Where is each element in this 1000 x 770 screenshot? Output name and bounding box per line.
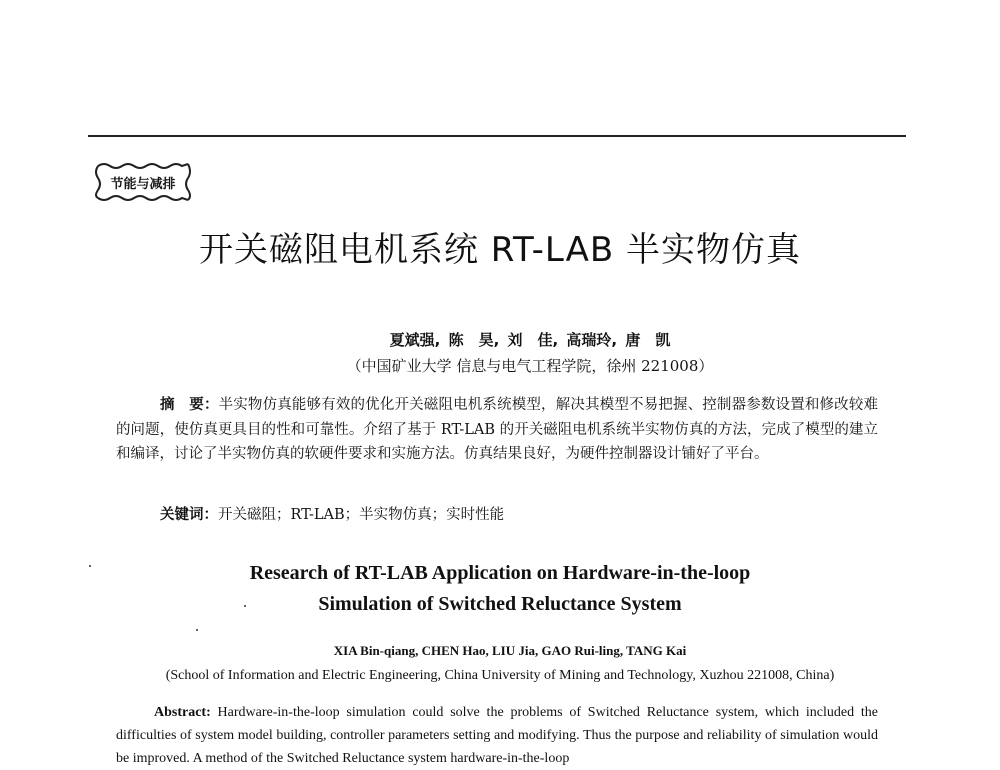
scan-speck xyxy=(89,565,91,567)
affiliation-en: (School of Information and Electric Engineering, China University of Mining and Technology, Xuzhou 221008, China) xyxy=(165,668,835,683)
header-rule xyxy=(88,135,906,137)
scan-speck xyxy=(244,605,246,607)
keywords-cn-text: 开关磁阻；RT-LAB；半实物仿真；实时性能 xyxy=(218,507,505,523)
paper-title-en-line1: Research of RT-LAB Application on Hardware-in-the-loop xyxy=(249,562,751,584)
authors-cn: 夏斌强, 陈 昊, 刘 佳, 高瑞玲, 唐 凯 xyxy=(389,331,671,349)
column-tag xyxy=(92,160,194,204)
paper-title-en-line2: Simulation of Switched Reluctance System xyxy=(318,593,682,615)
affiliation-cn: （中国矿业大学 信息与电气工程学院，徐州 221008） xyxy=(346,357,714,375)
paper-title-cn: 开关磁阻电机系统 RT-LAB 半实物仿真 xyxy=(199,230,801,270)
scan-speck xyxy=(196,629,198,631)
abstract-cn-text: 半实物仿真能够有效的优化开关磁阻电机系统模型，解决其模型不易把握、控制器参数设置和修改较难的问题，使仿真更具目的性和可靠性。介绍了基于 RT-LAB 的开关磁阻电机系统半实物仿真的方法，完成了模型的建立和编译，讨论了半实物仿真的软硬件要求和实施方法。仿真结果良好，为硬件控制器设计铺好了平台。 xyxy=(116,397,878,462)
paper-title-en xyxy=(0,558,1000,620)
abstract-en-text: Hardware-in-the-loop simulation could solve the problems of Switched Reluctance system, which included the difficulties of system model building, controller parameters setting and modifying. Thus the purpose and reliability of simulation would be improved. A method of the Switched Reluctance system hardware-in-the-loop xyxy=(116,705,878,766)
abstract-cn xyxy=(116,393,878,467)
column-tag-label: 节能与减排 xyxy=(110,177,176,192)
abstract-cn-label: 摘 要： xyxy=(160,397,219,413)
authors-en: XIA Bin-qiang, CHEN Hao, LIU Jia, GAO Rui-ling, TANG Kai xyxy=(333,643,687,658)
keywords-cn-label: 关键词： xyxy=(160,507,218,523)
keywords-cn xyxy=(160,503,880,527)
abstract-en-label: Abstract: xyxy=(154,705,211,720)
